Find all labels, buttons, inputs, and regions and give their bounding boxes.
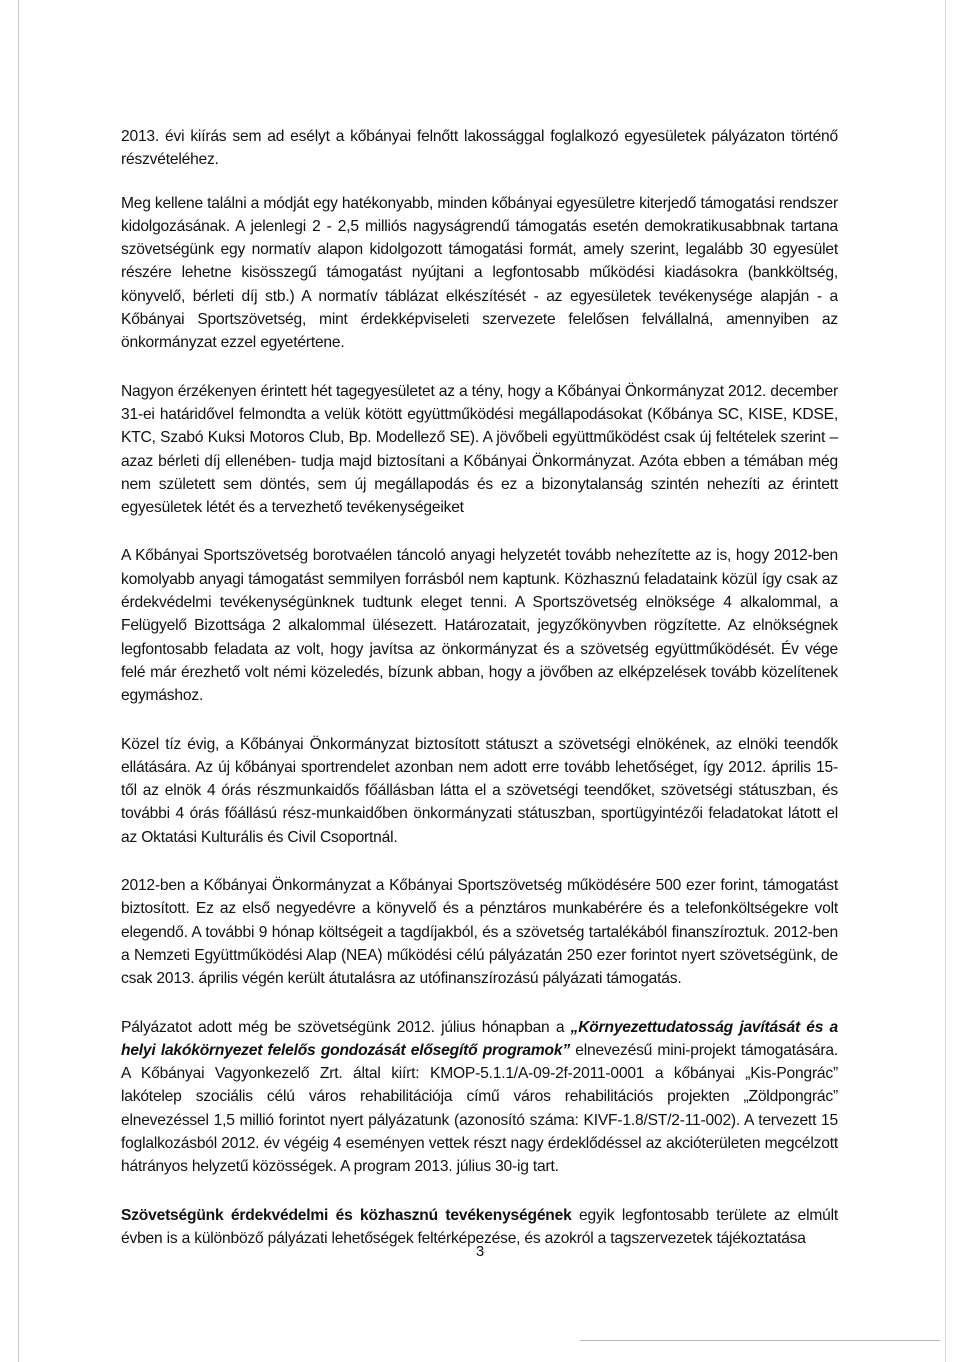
paragraph-4: A Kőbányai Sportszövetség borotvaélen táncoló anyagi helyzetét tovább nehezítette az is, hogy 2012-ben komolyabb anyagi támogatást semmilyen forrásból nem kaptunk. Közhasznú feladataink közül így csak az érdekvédelmi tevékenységünknek tudtunk eleget tenni. A Sportszövetség elnöksége 4 alkalommal, a Felügyelő Bizottsága 2 alkalommal ülésezett. Határozatait, jegyzőkönyvben rögzítette. Az elnökségnek legfontosabb feladata az volt, hogy javítsa az önkormányzat és a szövetség együttműködését. Év vége felé már érezhető volt némi közeledés, bízunk abban, hogy a jövőben az elképzelések tovább közelítenek egymáshoz. [121, 547, 838, 705]
paragraph-3: Nagyon érzékenyen érintett hét tagegyesületet az a tény, hogy a Kőbányai Önkormányzat 2012. december 31-ei határidővel felmondta a velük kötött együttműködési megállapodásokat (Kőbánya SC, KISE, KDSE, KTC, Szabó Kuksi Motoros Club, Bp. Modellező SE). A jövőbeli együttműködést csak új feltételek szerint –azaz bérleti díj ellenében- tudja majd biztosítani a Kőbányai Önkormányzat. Azóta ebben a témában még nem született sem döntés, sem új megállapodás és ez a bizonytalanság szintén nehezíti az érintett egyesületek létét és a tervezhető tevékenységeiket [121, 382, 838, 517]
paragraph-1: 2013. évi kiírás sem ad esélyt a kőbányai felnőtt lakossággal foglalkozó egyesületek pályázaton történő részvételéhez. [121, 128, 838, 169]
paragraph-7 [121, 1016, 838, 1179]
paragraph-5: Közel tíz évig, a Kőbányai Önkormányzat biztosított státuszt a szövetségi elnökének, az elnöki teendők ellátására. Az új kőbányai sportrendelet azonban nem adott erre tovább lehetőséget, így 2012. április 15-től az elnök 4 órás részmunkaidős főállásban látta el a szövetségi teendőket, szövetségi státuszban, és további 4 órás főállású rész-munkaidőben önkormányzati státuszban, sportügyintézői feladatokat látott el az Oktatási Kulturális és Civil Csoportnál. [121, 735, 838, 846]
scan-edge-right [945, 0, 946, 1362]
paragraph-7-intro: Pályázatot adott még be szövetségünk 2012. július hónapban a [121, 1018, 571, 1036]
paragraph-8-body: egyik legfontosabb területe az elmúlt évben is a különböző pályázati lehetőségek feltérképezése, és azokról a tagszervezetek tájékoztatása [121, 1206, 838, 1247]
scan-edge-bottom [580, 1340, 940, 1341]
scan-edge-left [18, 0, 19, 1362]
paragraph-6: 2012-ben a Kőbányai Önkormányzat a Kőbányai Sportszövetség működésére 500 ezer forint, támogatást biztosított. Ez az első negyedévre a könyvelő és a pénztáros munkabérére és a telefonköltségekre volt elegendő. A további 9 hónap költségeit a tagdíjakból, és a szövetség tartalékából finanszíroztuk. 2012-ben a Nemzeti Együttműködési Alap (NEA) működési célú pályázatán 250 ezer forintot nyert szövetségünk, de csak 2013. április végén került átutalásra az utófinanszírozású pályázati támogatás. [121, 877, 838, 988]
paragraph-2: Meg kellene találni a módját egy hatékonyabb, minden kőbányai egyesületre kiterjedő támogatási rendszer kidolgozásának. A jelenlegi 2 - 2,5 milliós nagyságrendű támogatás esetén demokratikusabbnak tartana szövetségünk egy normatív alapon kidolgozott támogatási formát, amely szerint, legalább 30 egyesület részére lehetne kisösszegű támogatást nyújtani a legfontosabb működési kiadásokra (bankköltség, könyvelő, bérleti díj stb.) A normatív táblázat elkészítését - az egyesületek tevékenysége alapján - a Kőbányai Sportszövetség, mint érdekképviseleti szervezete felelősen felvállalná, amennyiben az önkormányzat ezzel egyetértene. [121, 194, 838, 352]
page-number: 3 [475, 1243, 485, 1260]
paragraph-8-bold-lead: Szövetségünk érdekvédelmi és közhasznú tevékenységének [121, 1206, 572, 1224]
document-body [121, 125, 838, 1275]
paragraph-7-body: elnevezésű mini-projekt támogatására. A Kőbányai Vagyonkezelő Zrt. által kiírt: KMOP-5.1.1/A-09-2f-2011-0001 a kőbányai „Kis-Pongrác” lakótelep szociális célú város rehabilitációja című város rehabilitációs projekten „Zöldpongrác” elnevezéssel 1,5 millió forintot nyert pályázatunk (azonosító száma: KIVF-1.8/ST/2-11-002). A tervezett 15 foglalkozásból 2012. év végéig 4 eseményen vettek részt nagy érdeklődéssel az akcióterületen megcélzott hátrányos helyzetű közösségek. A program 2013. július 30-ig tart. [121, 1041, 838, 1176]
program-title-emphasis: „Környezettudatosság javítását és a helyi lakókörnyezet felelős gondozását elősegítő programok” [121, 1018, 838, 1059]
